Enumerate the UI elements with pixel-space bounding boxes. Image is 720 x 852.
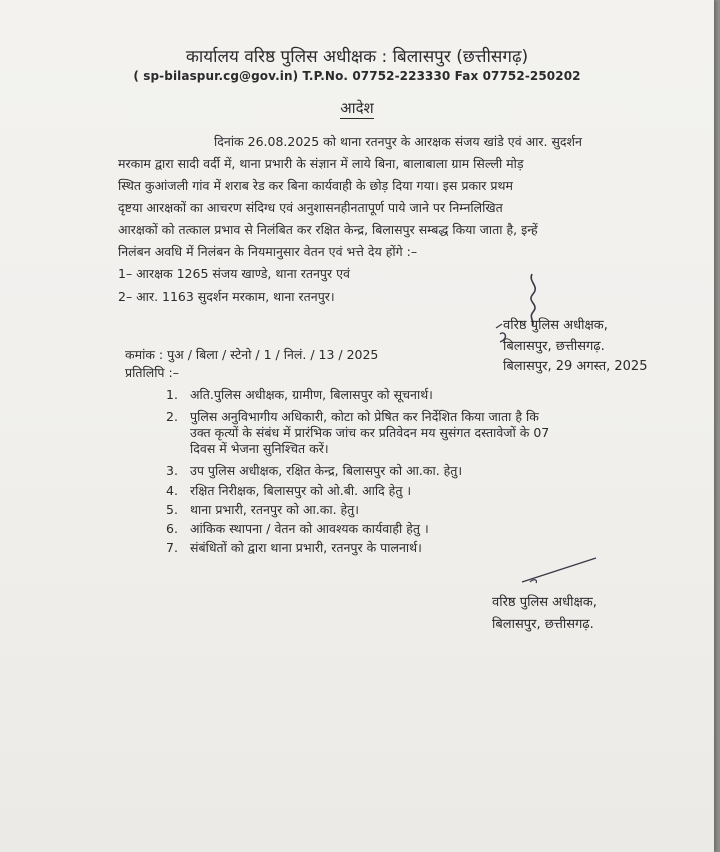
place-date: बिलासपुर, 29 अगस्त, 2025	[503, 359, 648, 374]
signatory-district: बिलासपुर, छत्तीसगढ़.	[492, 617, 594, 632]
copy-text: रक्षित निरीक्षक, बिलासपुर को ओ.बी. आदि हेतु ।	[190, 483, 412, 498]
copy-text: पुलिस अनुविभागीय अधिकारी, कोटा को प्रेषित कर निर्देशित किया जाता है कि	[190, 409, 539, 424]
copy-text-continued: दिवस में भेजना सुनिश्चित करें।	[190, 441, 329, 456]
copy-item	[166, 482, 411, 499]
copy-item	[166, 462, 462, 479]
paragraph-line: दिनांक 26.08.2025 को थाना रतनपुर के आरक्षक संजय खांडे एवं आर. सुदर्शन	[214, 134, 582, 149]
reference-number: कमांक : पुअ / बिला / स्टेनो / 1 / निलं. / 13 / 2025	[125, 347, 379, 362]
copy-text: थाना प्रभारी, रतनपुर को आ.का. हेतु।	[190, 502, 360, 517]
copy-number: 2.	[166, 409, 178, 424]
contact-details: ( sp-bilaspur.cg@gov.in) T.P.No. 07752-223330 Fax 07752-250202	[133, 69, 581, 83]
signature-mark	[520, 556, 600, 586]
copy-text: उप पुलिस अधीक्षक, रक्षित केन्द्र, बिलासपुर को आ.का. हेतु।	[190, 463, 463, 478]
paragraph-line: स्थित कुआंजली गांव में शराब रेड कर बिना कार्यवाही के छोड़ दिया गया। इस प्रकार प्रथम	[118, 178, 513, 193]
signatory-district: बिलासपुर, छत्तीसगढ़.	[503, 339, 605, 354]
paragraph-line: निलंबन अवधि में निलंबन के नियमानुसार वेतन एवं भत्ते देय होंगे :–	[118, 244, 418, 259]
copy-number: 1.	[166, 387, 178, 402]
copy-item	[166, 539, 422, 556]
copy-number: 4.	[166, 483, 178, 498]
copy-text: अति.पुलिस अधीक्षक, ग्रामीण, बिलासपुर को सूचनार्थ।	[190, 387, 433, 402]
copy-text: आंकिक स्थापना / वेतन को आवश्यक कार्यवाही हेतु ।	[190, 521, 429, 536]
copy-number: 3.	[166, 463, 178, 478]
order-heading	[0, 98, 714, 118]
copy-number: 5.	[166, 502, 178, 517]
paragraph-line: आरक्षकों को तत्काल प्रभाव से निलंबित कर रक्षित केन्द्र, बिलासपुर सम्बद्ध किया जाता है, इन्हें	[118, 222, 538, 237]
constable-item: 1– आरक्षक 1265 संजय खाण्डे, थाना रतनपुर एवं	[118, 266, 350, 281]
paragraph-line: मरकाम द्वारा सादी वर्दी में, थाना प्रभारी के संज्ञान में लाये बिना, बालाबाला ग्राम सिल्ली मोड़	[118, 156, 524, 171]
copy-text: संबंधितों को द्वारा थाना प्रभारी, रतनपुर के पालनार्थ।	[190, 540, 422, 555]
copy-number: 7.	[166, 540, 178, 555]
office-title: कार्यालय वरिष्ठ पुलिस अधीक्षक : बिलासपुर (छत्तीसगढ़)	[185, 47, 529, 67]
paragraph-line: दृष्टया आरक्षकों का आचरण संदिग्ध एवं अनुशासनहीनतापूर्ण पाये जाने पर निम्नलिखित	[118, 200, 503, 215]
copy-item	[166, 408, 539, 425]
copy-text-continued: उक्त कृत्यों के संबंध में प्रारंभिक जांच कर प्रतिवेदन मय सुसंगत दस्तावेजों के 07	[190, 425, 550, 440]
copy-label: प्रतिलिपि :–	[125, 365, 179, 380]
copy-item	[166, 386, 433, 403]
order-heading-text: आदेश	[340, 99, 374, 117]
signatory-designation: वरिष्ठ पुलिस अधीक्षक,	[492, 595, 597, 610]
copy-number: 6.	[166, 521, 178, 536]
signatory-designation: वरिष्ठ पुलिस अधीक्षक,	[503, 318, 608, 333]
copy-item	[166, 520, 429, 537]
copy-item	[166, 501, 359, 518]
constable-item: 2– आर. 1163 सुदर्शन मरकाम, थाना रतनपुर।	[118, 289, 335, 304]
